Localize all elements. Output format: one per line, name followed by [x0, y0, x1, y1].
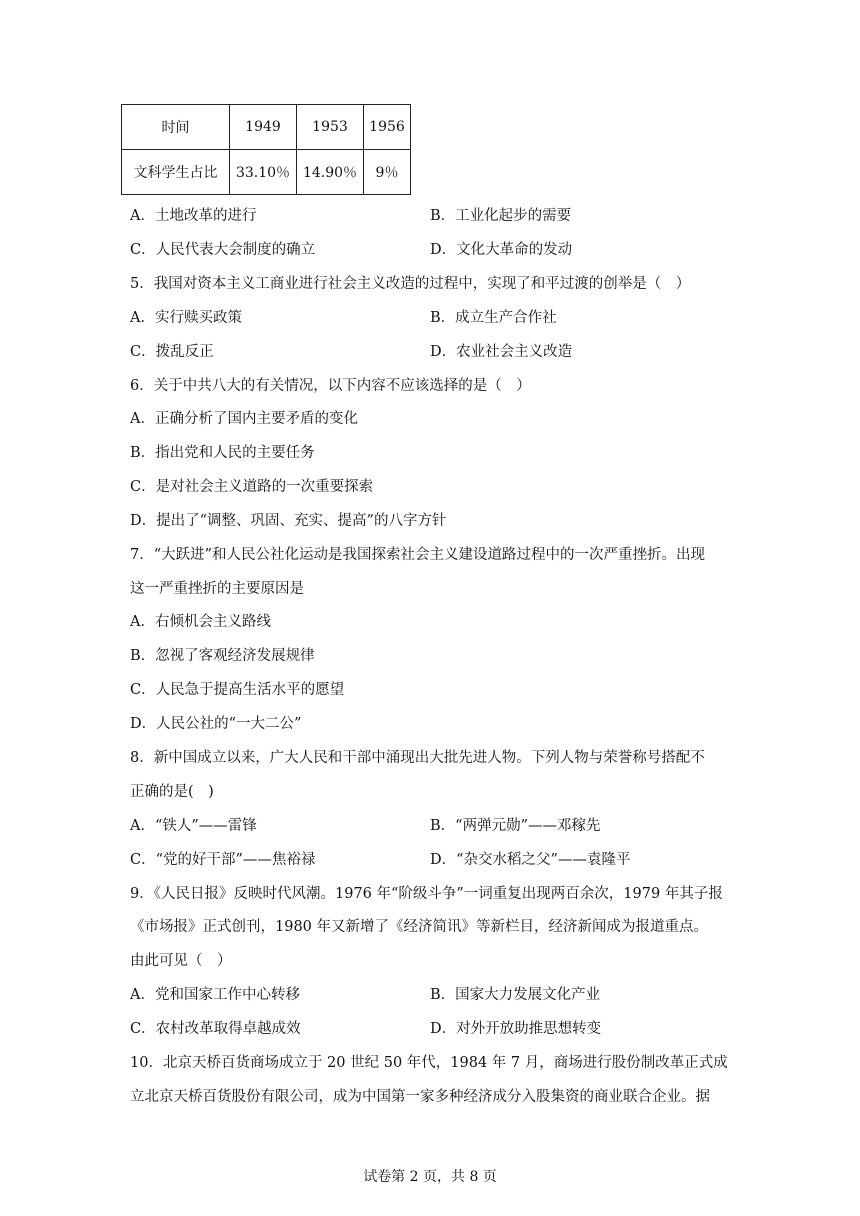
- option-b: B．工业化起步的需要: [430, 208, 572, 224]
- option-a: A．党和国家工作中心转移: [130, 987, 300, 1003]
- option-c: C．是对社会主义道路的一次重要探索: [130, 479, 374, 495]
- option-d: D．农业社会主义改造: [430, 344, 573, 360]
- question-stem-cont: 《市场报》正式创刊，1980 年又新增了《经济简讯》等新栏目，经济新闻成为报道重点。: [130, 919, 709, 935]
- page-footer: 试卷第 2 页，共 8 页: [363, 1169, 497, 1185]
- option-c: C．人民急于提高生活水平的愿望: [130, 682, 345, 698]
- question-stem: 8．新中国成立以来，广大人民和干部中涌现出大批先进人物。下列人物与荣誉称号搭配不: [130, 750, 705, 766]
- option-a: A．土地改革的进行: [130, 208, 257, 224]
- table-cell: 9％: [364, 150, 411, 195]
- option-b: B．成立生产合作社: [430, 310, 557, 326]
- question-stem-cont: 这一严重挫折的主要原因是: [130, 581, 304, 597]
- table-header-cell: 1953: [297, 105, 364, 150]
- question-stem: 5．我国对资本主义工商业进行社会主义改造的过程中，实现了和平过渡的创举是（ ）: [130, 276, 691, 292]
- question-stem-cont: 正确的是( ): [130, 784, 214, 800]
- table-cell: 14.90％: [297, 150, 364, 195]
- option-b: B．“两弹元勋”——邓稼先: [430, 818, 601, 834]
- data-table: [121, 104, 411, 195]
- option-c: C．“党的好干部”——焦裕禄: [130, 852, 316, 868]
- option-d: D．文化大革命的发动: [430, 242, 573, 258]
- option-c: C．人民代表大会制度的确立: [130, 242, 316, 258]
- option-a: A．右倾机会主义路线: [130, 614, 271, 630]
- question-stem-cont: 立北京天桥百货股份有限公司，成为中国第一家多种经济成分入股集资的商业联合企业。据: [130, 1089, 710, 1105]
- option-d: D．对外开放助推思想转变: [430, 1021, 602, 1037]
- question-stem: 6．关于中共八大的有关情况，以下内容不应该选择的是（ ）: [130, 378, 531, 394]
- question-stem: 10．北京天桥百货商场成立于 20 世纪 50 年代，1984 年 7 月，商场进行股份制改革正式成: [130, 1055, 728, 1071]
- option-c: C．农村改革取得卓越成效: [130, 1021, 301, 1037]
- option-a: A．正确分析了国内主要矛盾的变化: [130, 411, 358, 427]
- question-stem: 7．“大跃进”和人民公社化运动是我国探索社会主义建设道路过程中的一次严重挫折。出现: [130, 547, 706, 563]
- table-cell: 文科学生占比: [122, 150, 230, 195]
- option-b: B．指出党和人民的主要任务: [130, 445, 315, 461]
- table-header-cell: 1949: [230, 105, 297, 150]
- question-stem-cont: 由此可见（ ）: [130, 953, 232, 969]
- option-a: A．“铁人”——雷锋: [130, 818, 257, 834]
- option-d: D．人民公社的“一大二公”: [130, 716, 302, 732]
- table-row: [122, 150, 411, 195]
- option-d: D．“杂交水稻之父”——袁隆平: [430, 852, 631, 868]
- table-header-cell: 时间: [122, 105, 230, 150]
- option-d: D．提出了“调整、巩固、充实、提高”的八字方针: [130, 513, 447, 529]
- option-a: A．实行赎买政策: [130, 310, 242, 326]
- table-header-cell: 1956: [364, 105, 411, 150]
- option-b: B．忽视了客观经济发展规律: [130, 648, 315, 664]
- question-stem: 9．《人民日报》反映时代风潮。1976 年“阶级斗争”一词重复出现两百余次，1979 年其子报: [130, 886, 723, 902]
- option-c: C．拨乱反正: [130, 344, 214, 360]
- table-row: [122, 105, 411, 150]
- option-b: B．国家大力发展文化产业: [430, 987, 601, 1003]
- table-cell: 33.10％: [230, 150, 297, 195]
